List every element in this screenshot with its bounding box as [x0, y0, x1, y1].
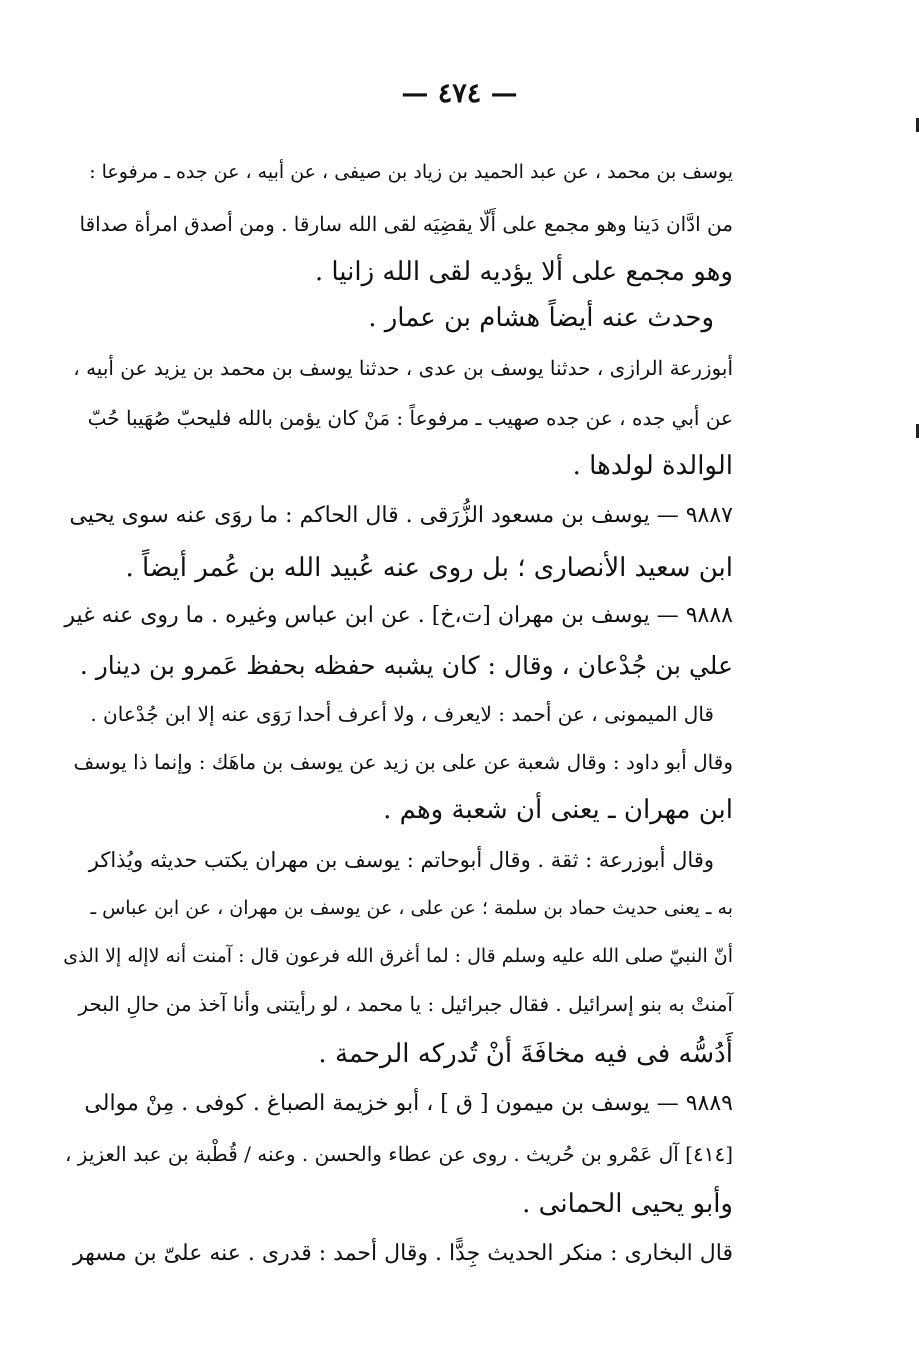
text-line-2: من ادَّان دَينا وهو مجمع على أَلّا يقضِيَه لقى الله سارقا . ومن أصدق امرأة صداقا [79, 212, 733, 236]
text-line-6: عن أبي جده ، عن جده صهيب ـ مرفوعاً : مَنْ كان يؤمن بالله فليحبّ صُهَيبا حُبّ [87, 406, 733, 430]
text-line-16: به ـ يعنى حديث حماد بن سلمة ؛ عن على ، عن يوسف بن مهران ، عن ابن عباس ـ [90, 897, 733, 919]
text-line-3: وهو مجمع على ألا يؤديه لقى الله زانيا . [314, 257, 733, 287]
text-line-13: وقال أبو داود : وقال شعبة عن على بن زيد عن يوسف بن ماهَك : وإنما ذا يوسف [73, 750, 733, 774]
text-line-14: ابن مهران ـ يعنى أن شعبة وهم . [383, 795, 733, 825]
page-number: — ٤٧٤ — [401, 78, 518, 109]
text-line-18: آمنتْ به بنو إسرائيل . فقال جبرائيل : يا محمد ، لو رأيتنى وأنا آخذ من حالِ البحر [78, 992, 733, 1016]
text-line-5: أبوزرعة الرازى ، حدثنا يوسف بن عدى ، حدثنا يوسف بن محمد بن يزيد عن أبيه ، [73, 356, 733, 380]
text-line-19: أَدُسُّه فى فيه مخافَةَ أنْ تُدركه الرحمة . [318, 1039, 733, 1069]
text-line-22: وأبو يحيى الحمانى . [522, 1189, 733, 1219]
text-line-11: علي بن جُدْعان ، وقال : كان يشبه حفظه بحفظ عَمرو بن دينار . [79, 651, 733, 680]
text-line-7: الوالدة لولدها . [572, 451, 733, 481]
text-line-9: ابن سعيد الأنصارى ؛ بل روى عنه عُبيد الله بن عُمر أيضاً . [125, 553, 733, 583]
text-line-21: [٤١٤] آل عَمْرو بن حُريث . روى عن عطاء والحسن . وعنه / قُطْبة بن عبد العزيز ، [64, 1142, 733, 1166]
text-line-23: قال البخارى : منكر الحديث جِدًّا . وقال أحمد : قدرى . عنه علىّ بن مسهر [73, 1241, 733, 1266]
text-line-4: وحدث عنه أيضاً هشام بن عمار . [368, 303, 714, 333]
text-line-20: ٩٨٨٩ — يوسف بن ميمون [ ق ] ، أبو خزيمة الصباغ . كوفى . مِنْ موالى [84, 1091, 733, 1116]
text-line-12: قال الميمونى ، عن أحمد : لايعرف ، ولا أعرف أحدا رَوَى عنه إلا ابن جُدْعان . [90, 702, 714, 726]
text-line-1: يوسف بن محمد ، عن عبد الحميد بن زياد بن صيفى ، عن أبيه ، عن جده ـ مرفوعا : [89, 161, 733, 183]
text-line-17: أنّ النبيّ صلى الله عليه وسلم قال : لما أغرق الله فرعون قال : آمنت أنه لاإله إلا الذى [63, 945, 733, 967]
text-line-8: ٩٨٨٧ — يوسف بن مسعود الزُّرَقى . قال الحاكم : ما روَى عنه سوى يحيى [69, 503, 733, 528]
text-line-15: وقال أبوزرعة : ثقة . وقال أبوحاتم : يوسف بن مهران يكتب حديثه ويُذاكر [88, 848, 714, 872]
text-line-10: ٩٨٨٨ — يوسف بن مهران [ت،خ] . عن ابن عباس وغيره . ما روى عنه غير [64, 603, 733, 628]
